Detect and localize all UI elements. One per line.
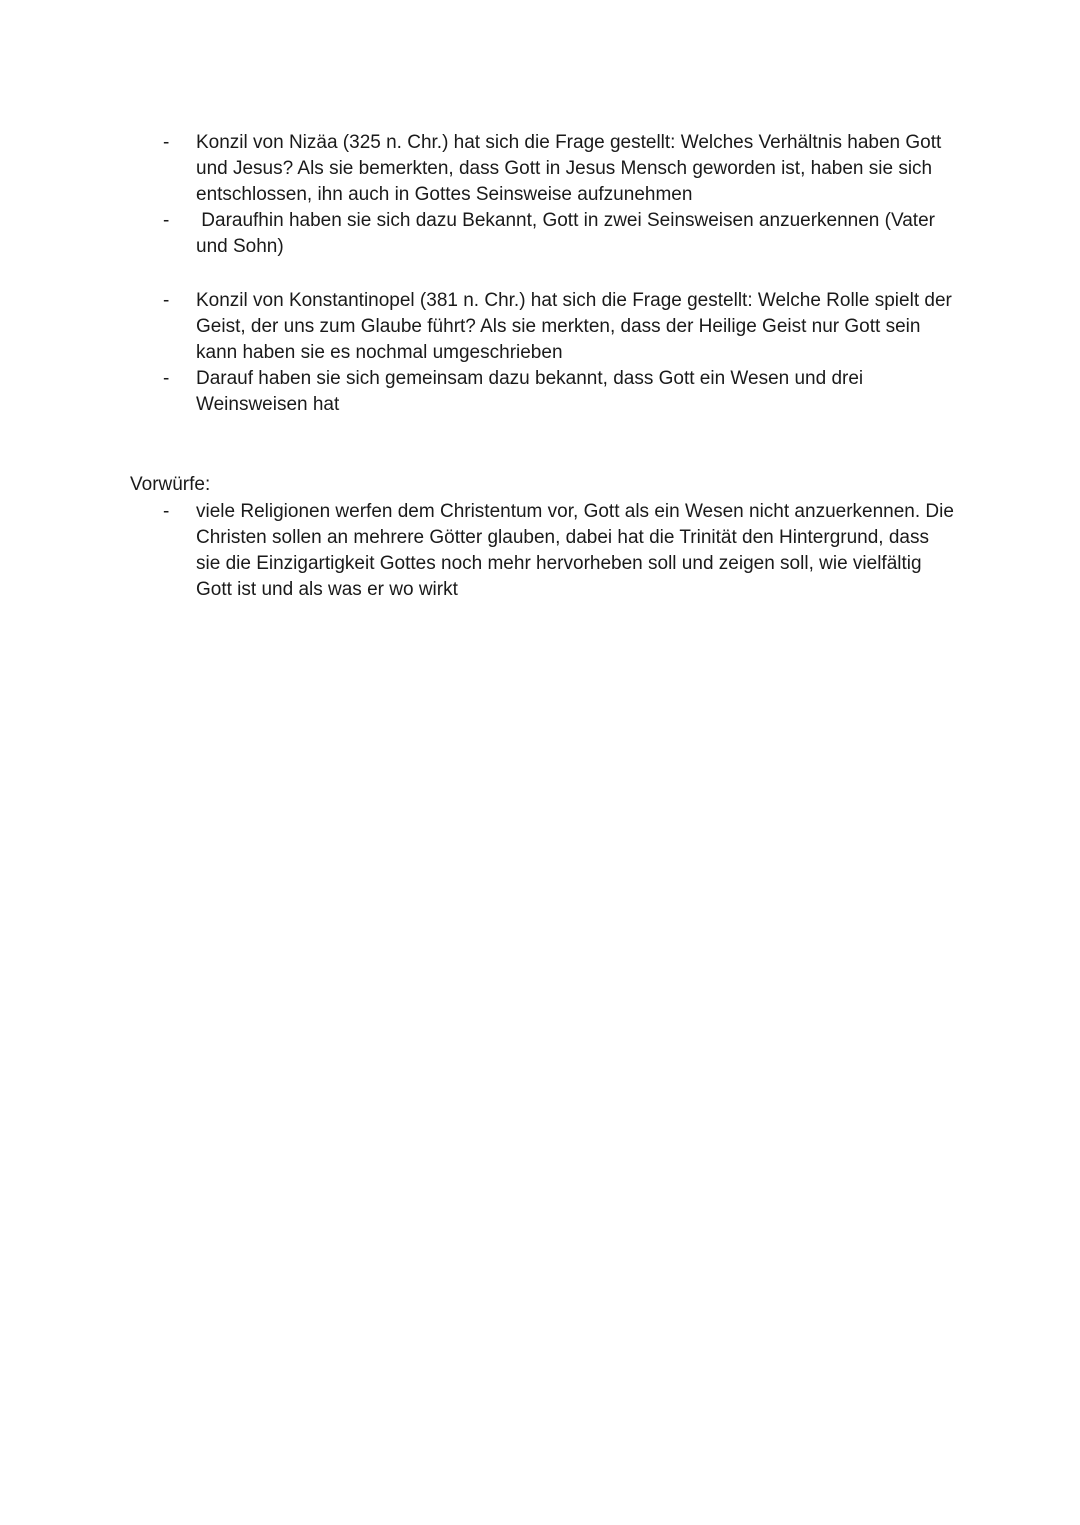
bullet-dash: - [163, 290, 170, 311]
section-heading-vorwuerfe: Vorwürfe: [130, 474, 211, 495]
list-item-vorwuerfe [0, 499, 956, 603]
constantinople-list [0, 288, 1080, 418]
vorwuerfe-list [0, 499, 1080, 603]
list-item-text: viele Religionen werfen dem Christentum vor, Gott als ein Wesen nicht anzuerkennen. Die Christen sollen an mehrere Götter glauben, dabei hat die Trinität den Hintergrund, dass sie die Einzigartigkeit Gottes noch mehr hervorheben soll und zeigen soll, wie vielfältig Gott ist und als was er wo wirkt [196, 501, 954, 600]
nicaea-list [0, 130, 1080, 260]
list-item-constantinople-conclusion [0, 366, 956, 418]
bullet-dash: - [163, 210, 170, 231]
list-item-text: Daraufhin haben sie sich dazu Bekannt, Gott in zwei Seinsweisen anzuerkennen (Vater und Sohn) [196, 210, 941, 257]
list-item-text: Darauf haben sie sich gemeinsam dazu bekannt, dass Gott ein Wesen und drei Weinsweisen hat [196, 368, 864, 415]
bullet-dash: - [163, 501, 170, 522]
list-item-nicaea-conclusion [0, 208, 956, 260]
list-item-text: Konzil von Konstantinopel (381 n. Chr.) hat sich die Frage gestellt: Welche Rolle spielt der Geist, der uns zum Glaube führt? Als sie merkten, dass der Heilige Geist nur Gott sein kann haben sie es nochmal umgeschrieben [196, 290, 952, 363]
list-item-nicaea-question [0, 130, 956, 208]
list-item-text: Konzil von Nizäa (325 n. Chr.) hat sich die Frage gestellt: Welches Verhältnis haben Gott und Jesus? Als sie bemerkten, dass Gott in Jesus Mensch geworden ist, haben sie sich entschlossen, ihn auch in Gottes Seinsweise aufzunehmen [196, 132, 942, 205]
list-item-constantinople-question [0, 288, 956, 366]
bullet-dash: - [163, 368, 170, 389]
bullet-dash: - [163, 132, 170, 153]
